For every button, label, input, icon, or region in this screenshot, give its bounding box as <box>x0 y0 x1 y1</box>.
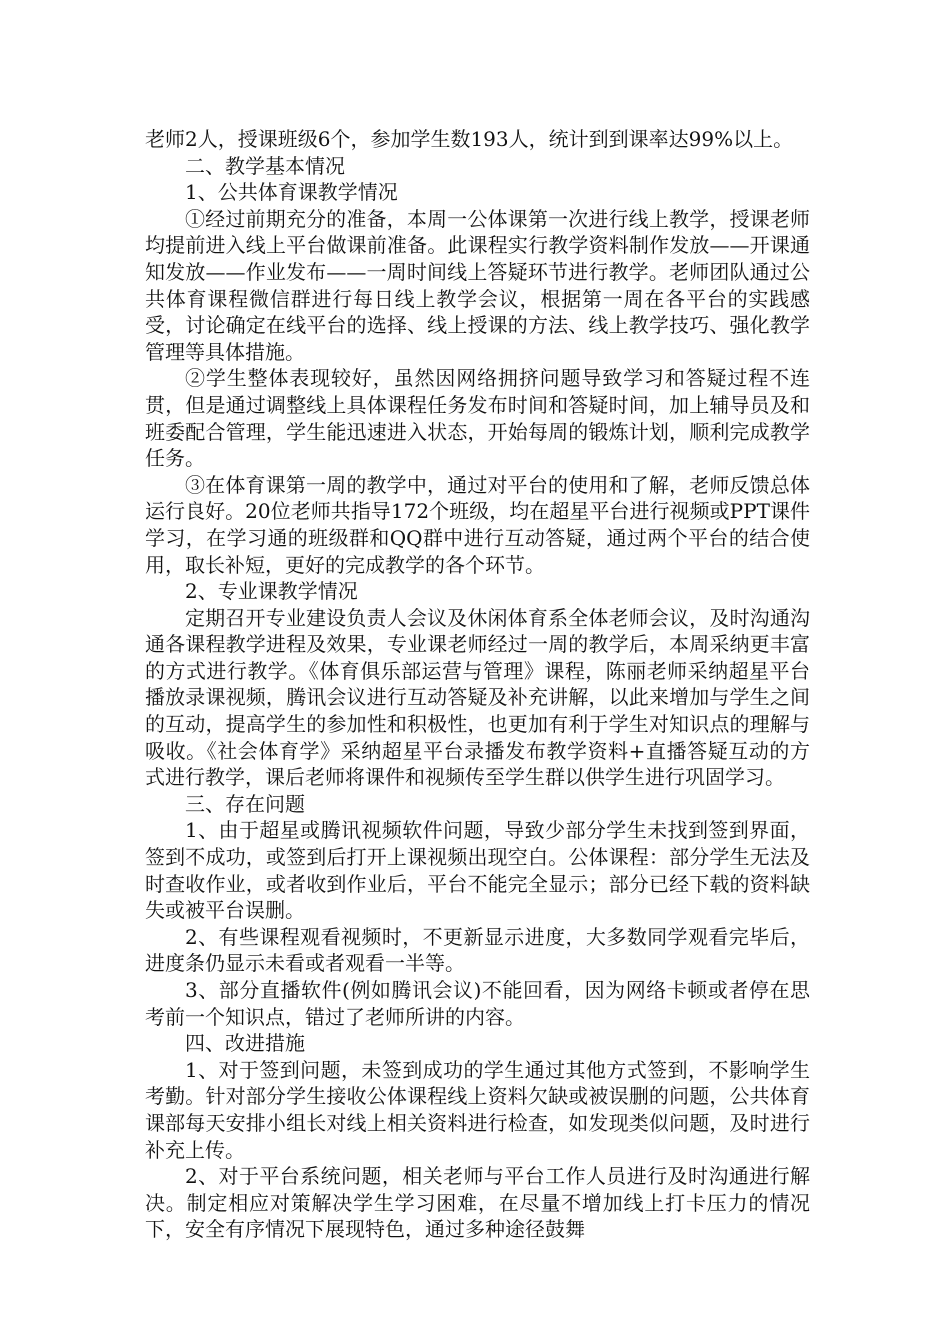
subheading-major-courses: 2、专业课教学情况 <box>185 579 358 604</box>
document-page <box>145 126 810 1243</box>
section-heading-teaching-situation: 二、教学基本情况 <box>185 153 345 178</box>
paragraph-problem-1: 1、由于超星或腾讯视频软件问题，导致少部分学生未找到签到界面，签到不成功，或签到后打开上课视频出现空白。公体课程：部分学生无法及时查收作业，或者收到作业后，平台不能完全显示；部分已经下载的资料缺失或被平台误删。 <box>145 818 810 923</box>
subheading-public-pe: 1、公共体育课教学情况 <box>185 180 398 205</box>
paragraph-public-pe-2: ②学生整体表现较好，虽然因网络拥挤问题导致学习和答疑过程不连贯，但是通过调整线上具体课程任务发布时间和答疑时间，加上辅导员及和班委配合管理，学生能迅速进入状态，开始每周的锻炼计划，顺利完成教学任务。 <box>145 366 810 471</box>
paragraph-continuation: 老师2人，授课班级6个，参加学生数193人，统计到到课率达99%以上。 <box>145 127 794 151</box>
section-heading-improvements: 四、改进措施 <box>185 1031 305 1056</box>
paragraph-problem-3: 3、部分直播软件(例如腾讯会议)不能回看，因为网络卡顿或者停在思考前一个知识点，错过了老师所讲的内容。 <box>145 978 810 1029</box>
paragraph-improvement-1: 1、对于签到问题，未签到成功的学生通过其他方式签到，不影响学生考勤。针对部分学生接收公体课程线上资料欠缺或被误删的问题，公共体育课部每天安排小组长对线上相关资料进行检查，如发现类似问题，及时进行补充上传。 <box>145 1057 810 1162</box>
section-heading-problems: 三、存在问题 <box>185 791 305 816</box>
paragraph-problem-2: 2、有些课程观看视频时，不更新显示进度，大多数同学观看完毕后，进度条仍显示未看或者观看一半等。 <box>145 924 810 976</box>
paragraph-improvement-2: 2、对于平台系统问题，相关老师与平台工作人员进行及时沟通进行解决。制定相应对策解决学生学习困难，在尽量不增加线上打卡压力的情况下，安全有序情况下展现特色，通过多种途径鼓舞 <box>145 1164 810 1242</box>
paragraph-public-pe-1: ①经过前期充分的准备，本周一公体课第一次进行线上教学，授课老师均提前进入线上平台做课前准备。此课程实行教学资料制作发放——开课通知发放——作业发布——一周时间线上答疑环节进行教学。老师团队通过公共体育课程微信群进行每日线上教学会议，根据第一周在各平台的实践感受，讨论确定在线平台的选择、线上授课的方法、线上教学技巧、强化教学管理等具体措施。 <box>145 206 810 364</box>
paragraph-public-pe-3: ③在体育课第一周的教学中，通过对平台的使用和了解，老师反馈总体运行良好。20位老师共指导172个班级，均在超星平台进行视频或PPT课件学习，在学习通的班级群和QQ群中进行互动答疑，通过两个平台的结合使用，取长补短，更好的完成教学的各个环节。 <box>145 472 810 577</box>
paragraph-major-courses: 定期召开专业建设负责人会议及休闲体育系全体老师会议，及时沟通沟通各课程教学进程及效果，专业课老师经过一周的教学后，本周采纳更丰富的方式进行教学。《体育俱乐部运营与管理》课程，陈丽老师采纳超星平台播放录课视频，腾讯会议进行互动答疑及补充讲解，以此来增加与学生之间的互动，提高学生的参加性和积极性，也更加有利于学生对知识点的理解与吸收。《社会体育学》采纳超星平台录播发布教学资料+直播答疑互动的方式进行教学，课后老师将课件和视频传至学生群以供学生进行巩固学习。 <box>145 605 810 790</box>
